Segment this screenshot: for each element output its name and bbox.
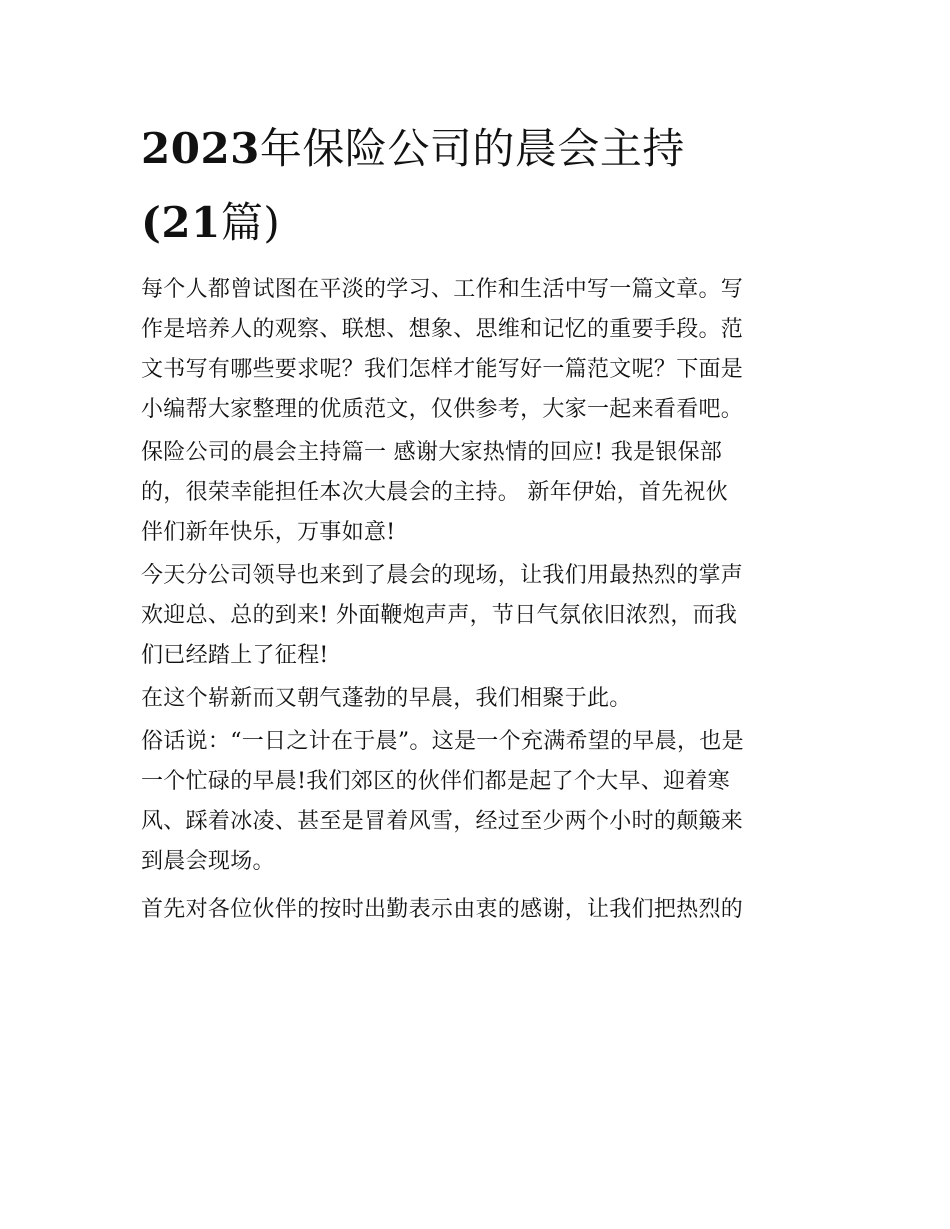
paragraph-line: 欢迎总、总的到来! 外面鞭炮声声，节日气氛依旧浓烈，而我 bbox=[141, 603, 738, 628]
title-count: (21 bbox=[141, 198, 221, 247]
paragraph-line: 俗话说：“一日之计在于晨”。这是一个充满希望的早晨，也是 bbox=[141, 729, 744, 754]
paragraph-line: 一个忙碌的早晨!我们郊区的伙伴们都是起了个大早、迎着寒 bbox=[141, 769, 730, 794]
paragraph-line: 文书写有哪些要求呢？我们怎样才能写好一篇范文呢？下面是 bbox=[141, 357, 744, 382]
paragraph-line: 保险公司的晨会主持篇一 感谢大家热情的回应! 我是银保部 bbox=[141, 440, 723, 465]
title-year: 2023 bbox=[141, 124, 260, 173]
document-page bbox=[141, 112, 821, 933]
paragraph-morning bbox=[141, 679, 821, 719]
title-text-2: 篇) bbox=[220, 198, 281, 247]
title-line-2 bbox=[141, 186, 821, 260]
paragraph-line: 伴们新年快乐，万事如意! bbox=[141, 520, 396, 545]
paragraph-line: 今天分公司领导也来到了晨会的现场，让我们用最热烈的掌声 bbox=[141, 563, 744, 588]
title-line-1 bbox=[141, 112, 821, 186]
document-title bbox=[141, 112, 821, 260]
paragraph-thanks bbox=[141, 890, 821, 930]
paragraph-line: 在这个崭新而又朝气蓬勃的早晨，我们相聚于此。 bbox=[141, 686, 632, 711]
paragraph-line: 每个人都曾试图在平淡的学习、工作和生活中写一篇文章。写 bbox=[141, 277, 744, 302]
paragraph-line: 们已经踏上了征程! bbox=[141, 643, 329, 668]
paragraph-proverb bbox=[141, 722, 821, 882]
paragraph-welcome bbox=[141, 556, 821, 676]
paragraph-line: 首先对各位伙伴的按时出勤表示由衷的感谢，让我们把热烈的 bbox=[141, 897, 744, 922]
title-text-1: 年保险公司的晨会主持 bbox=[259, 124, 685, 173]
paragraph-intro bbox=[141, 270, 821, 430]
paragraph-line: 小编帮大家整理的优质范文，仅供参考，大家一起来看看吧。 bbox=[141, 397, 744, 422]
paragraph-line: 的，很荣幸能担任本次大晨会的主持。 新年伊始，首先祝伙 bbox=[141, 480, 729, 505]
paragraph-line: 作是培养人的观察、联想、想象、思维和记忆的重要手段。范 bbox=[141, 317, 744, 342]
paragraph-line: 风、踩着冰凌、甚至是冒着风雪，经过至少两个小时的颠簸来 bbox=[141, 809, 744, 834]
paragraph-line: 到晨会现场。 bbox=[141, 849, 275, 874]
paragraph-opening bbox=[141, 433, 821, 553]
